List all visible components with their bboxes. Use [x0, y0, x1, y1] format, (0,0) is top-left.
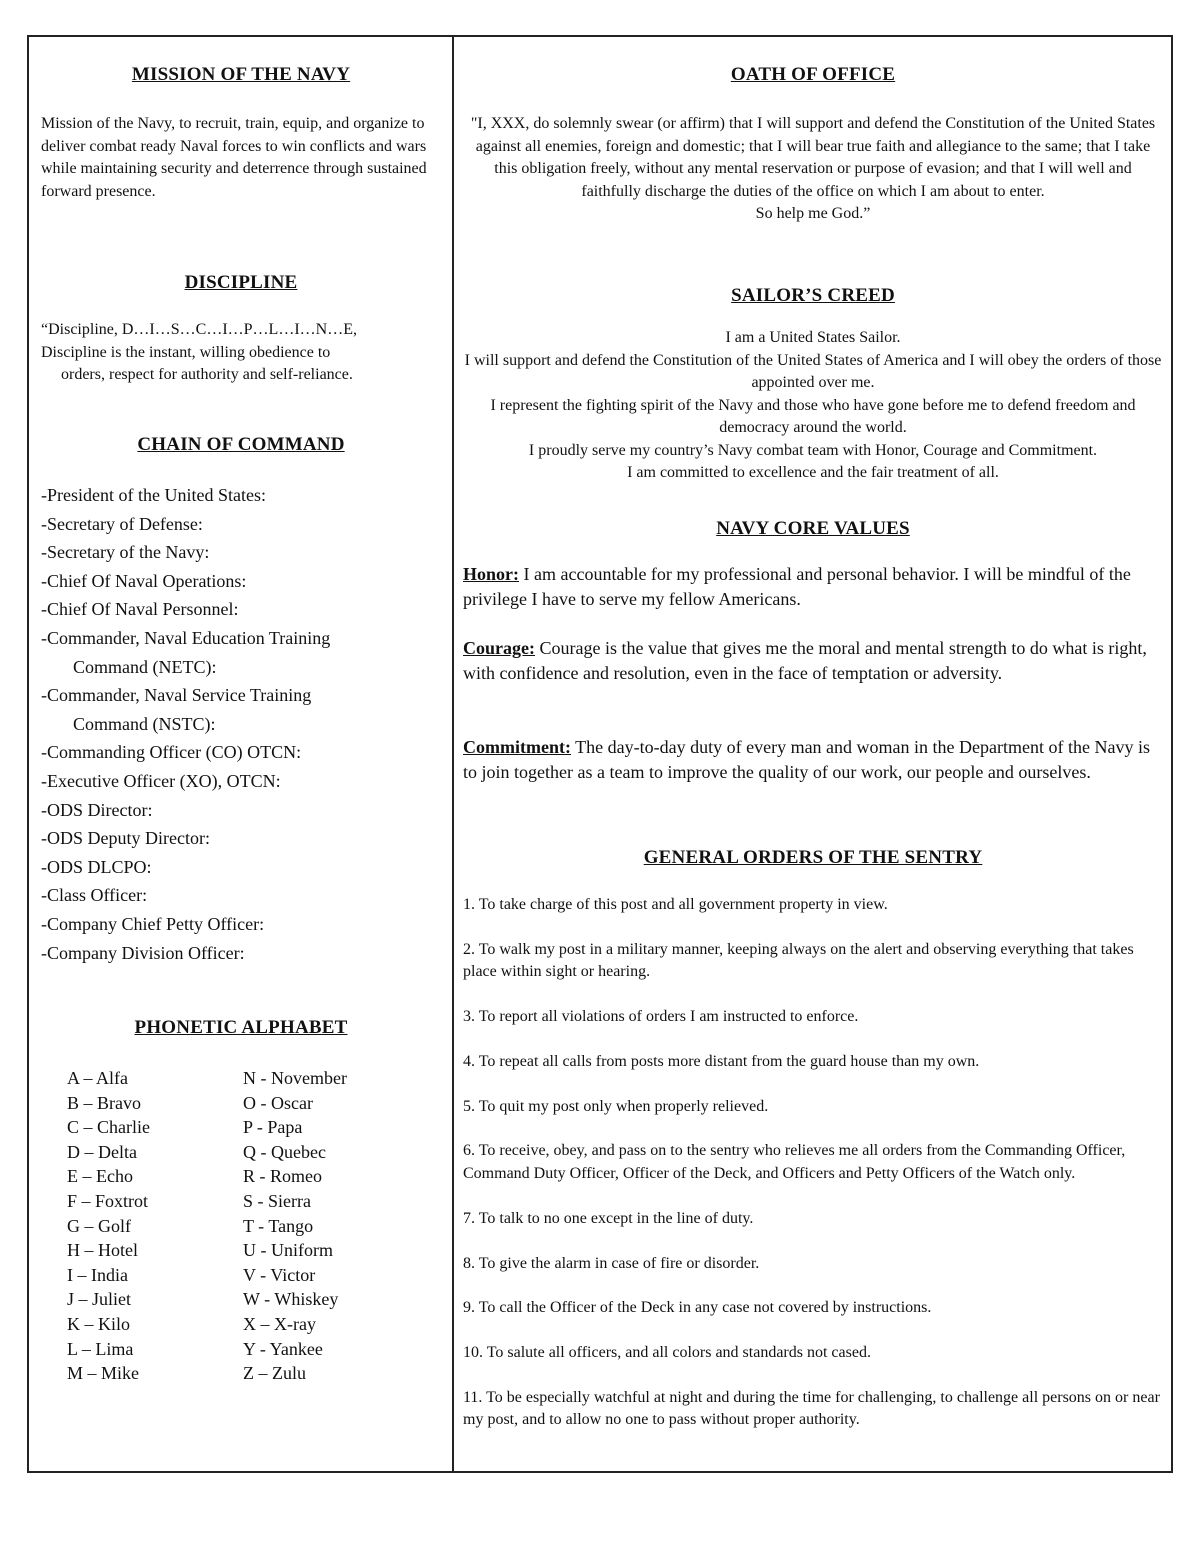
discipline-text — [41, 319, 441, 387]
mission-title: MISSION OF THE NAVY — [131, 64, 351, 85]
phonetic-entry: J – Juliet — [67, 1289, 132, 1310]
core-value-term: Commitment: — [463, 737, 571, 757]
phonetic-entry: Y - Yankee — [243, 1338, 323, 1359]
phonetic-entry: L – Lima — [67, 1338, 134, 1359]
general-orders-list — [463, 894, 1163, 1454]
discipline-title: DISCIPLINE — [184, 272, 298, 293]
phonetic-entry: B – Bravo — [67, 1092, 141, 1113]
sailors-creed-text — [463, 327, 1163, 485]
phonetic-entry: Z – Zulu — [243, 1363, 306, 1384]
phonetic-entry: C – Charlie — [67, 1117, 150, 1138]
core-value-honor — [463, 562, 1163, 611]
list-item: 9. To call the Officer of the Deck in any case not covered by instructions. — [463, 1299, 932, 1317]
creed-line: I am a United States Sailor. — [725, 329, 901, 346]
phonetic-entry: E – Echo — [67, 1166, 133, 1187]
core-value-text: Courage is the value that gives me the moral and mental strength to do what is right, with confidence and resolution, even in the face of temptation or adversity. — [463, 638, 1147, 683]
list-item: -Chief Of Naval Operations: — [41, 570, 247, 591]
list-item: -Commander, Naval Education Training Command (NETC): — [41, 627, 331, 677]
phonetic-alphabet-grid — [67, 1066, 427, 1386]
discipline-line-3: orders, respect for authority and self-reliance. — [61, 366, 353, 383]
core-value-courage — [463, 636, 1163, 685]
list-item: -Secretary of the Navy: — [41, 542, 210, 563]
list-item: 1. To take charge of this post and all government property in view. — [463, 896, 888, 913]
phonetic-entry: G – Golf — [67, 1215, 131, 1236]
document-frame — [27, 35, 1173, 1473]
phonetic-entry: M – Mike — [67, 1363, 139, 1384]
core-values-title: NAVY CORE VALUES — [716, 518, 910, 539]
core-value-commitment — [463, 735, 1163, 784]
phonetic-entry: N - November — [243, 1068, 347, 1088]
discipline-line-1: “Discipline, D…I…S…C…I…P…L…I…N…E, — [41, 321, 357, 338]
creed-line: I represent the fighting spirit of the Navy and those who have gone before me to defend freedom and democracy around the world. — [490, 396, 1136, 436]
list-item: -ODS Deputy Director: — [41, 828, 210, 849]
phonetic-entry: P - Papa — [243, 1117, 303, 1138]
phonetic-entry: F – Foxtrot — [67, 1190, 149, 1211]
creed-line: I am committed to excellence and the fair treatment of all. — [627, 464, 999, 481]
creed-line: I will support and defend the Constitution of the United States of America and I will obey the orders of those appointed over me. — [464, 351, 1162, 391]
list-item: -Commander, Naval Service Training Command (NSTC): — [41, 685, 312, 734]
list-item: -ODS DLCPO: — [41, 856, 152, 877]
list-item: 3. To report all violations of orders I am instructed to enforce. — [463, 1008, 859, 1026]
list-item: 4. To repeat all calls from posts more distant from the guard house than my own. — [463, 1052, 980, 1070]
list-item: -Company Chief Petty Officer: — [41, 913, 265, 934]
list-item: 10. To salute all officers, and all colors and standards not cased. — [463, 1344, 871, 1362]
general-orders-title: GENERAL ORDERS OF THE SENTRY — [643, 847, 983, 868]
phonetic-alphabet-title: PHONETIC ALPHABET — [134, 1017, 348, 1038]
chain-of-command-title: CHAIN OF COMMAND — [137, 434, 345, 455]
phonetic-entry: W - Whiskey — [243, 1289, 339, 1310]
list-item: -Secretary of Defense: — [41, 513, 203, 534]
list-item: 5. To quit my post only when properly relieved. — [463, 1097, 769, 1115]
oath-title: OATH OF OFFICE — [730, 64, 896, 85]
list-item: -Executive Officer (XO), OTCN: — [41, 770, 281, 791]
oath-closing: So help me God.” — [755, 205, 871, 222]
core-value-text: The day-to-day duty of every man and woman in the Department of the Navy is to join together as a team to improve the quality of our work, our people and ourselves. — [463, 737, 1150, 782]
core-value-term: Courage: — [463, 638, 535, 658]
creed-line: I proudly serve my country’s Navy combat team with Honor, Courage and Commitment. — [528, 441, 1098, 459]
list-item: 6. To receive, obey, and pass on to the sentry who relieves me all orders from the Commanding Officer, Command Duty Officer, Officer of the Deck, and Officers and Petty Officers of the Watch only. — [463, 1142, 1126, 1182]
phonetic-entry: R - Romeo — [243, 1166, 322, 1187]
list-item: -ODS Director: — [41, 799, 153, 820]
phonetic-entry: O - Oscar — [243, 1092, 313, 1113]
sailors-creed-title: SAILOR’S CREED — [731, 285, 895, 306]
list-item: -Chief Of Naval Personnel: — [41, 599, 239, 620]
core-value-text: I am accountable for my professional and personal behavior. I will be mindful of the privilege I have to serve my fellow Americans. — [463, 564, 1131, 609]
phonetic-entry: A – Alfa — [67, 1068, 128, 1088]
oath-body: "I, XXX, do solemnly swear (or affirm) that I will support and defend the Constitution of the United States against all enemies, foreign and domestic; that I will bear true faith and allegiance to the same; that I take this obligation freely, without any mental reservation or purpose of evasion; and that I will well and faithfully discharge the duties of the office on which I am about to enter. — [470, 115, 1156, 200]
phonetic-entry: S - Sierra — [243, 1190, 311, 1211]
list-item: -Commanding Officer (CO) OTCN: — [41, 742, 302, 763]
mission-text: Mission of the Navy, to recruit, train, equip, and organize to deliver combat ready Naval forces to win conflicts and wars while maintaining security and deterrence through sustained forward presence. — [41, 115, 427, 200]
phonetic-entry: K – Kilo — [67, 1313, 130, 1334]
phonetic-entry: I – India — [67, 1264, 128, 1285]
phonetic-entry: Q - Quebec — [243, 1141, 326, 1162]
list-item: -Class Officer: — [41, 885, 148, 906]
column-divider — [452, 37, 454, 1471]
phonetic-entry: D – Delta — [67, 1141, 137, 1162]
phonetic-entry: X – X-ray — [243, 1313, 316, 1334]
phonetic-entry: V - Victor — [243, 1264, 316, 1285]
list-item: 2. To walk my post in a military manner, keeping always on the alert and observing everything that takes place within sight or hearing. — [463, 940, 1134, 981]
discipline-line-2: Discipline is the instant, willing obedience to — [41, 343, 331, 361]
chain-of-command-list — [41, 481, 451, 967]
list-item: -President of the United States: — [41, 485, 266, 505]
phonetic-entry: T - Tango — [243, 1215, 314, 1236]
list-item: 8. To give the alarm in case of fire or disorder. — [463, 1254, 760, 1272]
list-item: 7. To talk to no one except in the line of duty. — [463, 1209, 754, 1227]
list-item: 11. To be especially watchful at night and during the time for challenging, to challenge all persons on or near my post, and to allow no one to pass without proper authority. — [463, 1388, 1160, 1429]
phonetic-entry: U - Uniform — [243, 1240, 333, 1261]
phonetic-entry: H – Hotel — [67, 1240, 138, 1261]
core-value-term: Honor: — [463, 564, 519, 584]
oath-text — [463, 113, 1163, 226]
list-item: -Company Division Officer: — [41, 942, 245, 963]
